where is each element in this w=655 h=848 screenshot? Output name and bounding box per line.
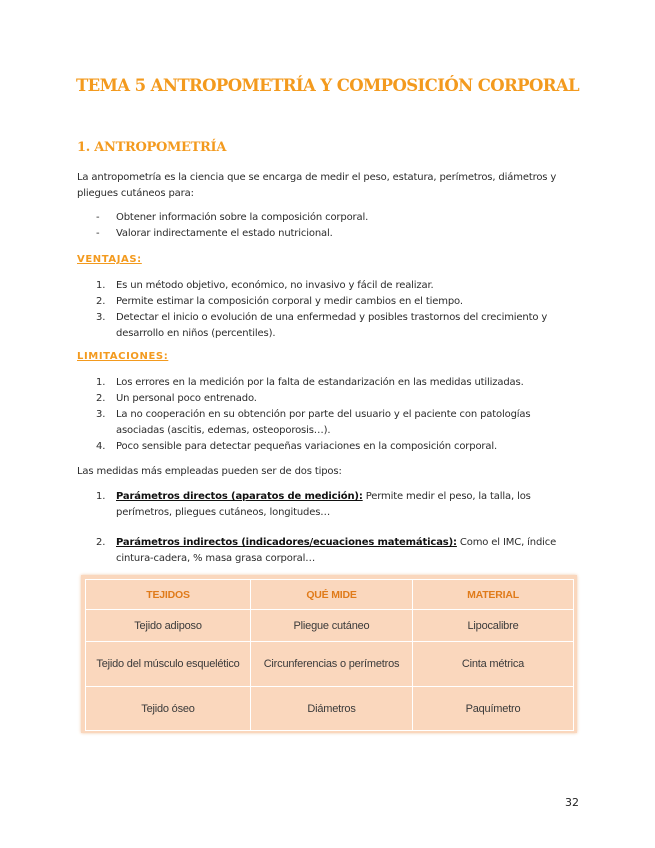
header-tejidos: TEJIDOS <box>86 580 251 610</box>
table-row <box>86 610 574 642</box>
table-cell: Circunferencias o perímetros <box>251 642 413 687</box>
table-cell: Tejido adiposo <box>86 610 251 642</box>
list-item: 2. Permite estimar la composición corporal y medir cambios en el tiempo. <box>96 296 463 307</box>
section-heading: 1. ANTROPOMETRÍA <box>77 140 227 155</box>
table-cell: Paquímetro <box>413 687 574 731</box>
ventajas-list <box>77 278 577 342</box>
intro-paragraph: La antropometría es la ciencia que se encarga de medir el peso, estatura, perímetros, diámetros y pliegues cutáneos para: <box>77 172 557 199</box>
list-item: 3. La no cooperación en su obtención por parte del usuario y el paciente con patologías asociadas (ascitis, edemas, osteoporosis…). <box>96 409 531 436</box>
table-cell: Cinta métrica <box>413 642 574 687</box>
list-item: 4. Poco sensible para detectar pequeñas variaciones en la composición corporal. <box>96 441 498 452</box>
medidas-intro: Las medidas más empleadas pueden ser de dos tipos: <box>77 466 342 477</box>
table-cell: Tejido óseo <box>86 687 251 731</box>
ventajas-heading: VENTAJAS: <box>77 254 142 265</box>
tejidos-table <box>85 579 574 731</box>
tejidos-table-container <box>81 575 577 733</box>
list-item: - Valorar indirectamente el estado nutricional. <box>77 226 577 242</box>
limitaciones-heading: LIMITACIONES: <box>77 351 169 362</box>
header-material: MATERIAL <box>413 580 574 610</box>
table-cell: Diámetros <box>251 687 413 731</box>
list-item: 1. Los errores en la medición por la falta de estandarización en las medidas utilizadas. <box>96 377 524 388</box>
medidas-list <box>77 489 577 567</box>
header-que-mide: QUÉ MIDE <box>251 580 413 610</box>
dash-bullet: - <box>96 212 100 223</box>
list-item: 2. Un personal poco entrenado. <box>96 393 257 404</box>
table-row <box>86 642 574 687</box>
term-indirectos: Parámetros indirectos (indicadores/ecuaciones matemáticas): <box>116 537 457 548</box>
table-header-row <box>86 580 574 610</box>
table-cell: Pliegue cutáneo <box>251 610 413 642</box>
term-directos: Parámetros directos (aparatos de medición): <box>116 491 363 502</box>
purposes-list <box>77 210 577 242</box>
table-row <box>86 687 574 731</box>
list-item: 1. Es un método objetivo, económico, no invasivo y fácil de realizar. <box>96 280 434 291</box>
table-cell: Tejido del músculo esquelético <box>86 642 251 687</box>
document-title: TEMA 5 ANTROPOMETRÍA Y COMPOSICIÓN CORPORAL <box>75 76 580 95</box>
list-item: 3. Detectar el inicio o evolución de una enfermedad y posibles trastornos del crecimiento y desarrollo en niños (percentiles). <box>96 312 548 339</box>
list-item: 1. Parámetros directos (aparatos de medición): Permite medir el peso, la talla, los perímetros, pliegues cutáneos, longitudes… <box>96 491 531 518</box>
table-cell: Lipocalibre <box>413 610 574 642</box>
list-item: 2. Parámetros indirectos (indicadores/ecuaciones matemáticas): Como el IMC, índice cintura-cadera, % masa grasa corporal… <box>96 537 557 564</box>
limitaciones-list <box>77 375 577 455</box>
page-number: 32 <box>565 796 579 809</box>
list-item: - Obtener información sobre la composición corporal. <box>77 210 577 226</box>
dash-bullet: - <box>96 228 100 239</box>
